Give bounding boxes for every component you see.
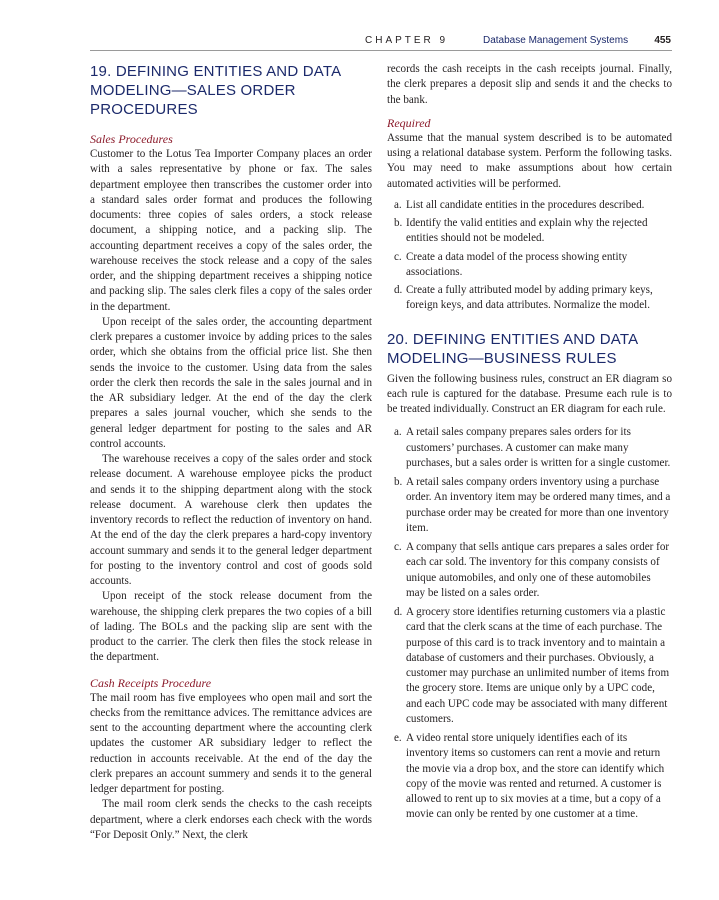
rule-item — [387, 731, 672, 823]
sales-para-1: Customer to the Lotus Tea Importer Company places an order with a sales representative by phone or fax. The sales department employee then transcribes the customer order into a standard sales order format and produces the following documents: three copies of sales orders, a stock release document, a shipping notice, and a packing slip. The accounting department receives a copy of the sales order, the warehouse receives the stock release and a copy of the sales order, and the shipping department receives a shipping notice and packing slip. The sales clerk files a copy of the sales order in the department. — [90, 148, 372, 313]
problem-20-heading: 20. DEFINING ENTITIES AND DATA MODELING—BUSINESS RULES — [387, 330, 638, 367]
task-item — [387, 283, 672, 314]
sales-para-3: The warehouse receives a copy of the sales order and stock release document. A warehouse employee picks the product and sends it to the shipping department along with the stock release document. A warehouse clerk then updates the inventory records to reflect the reduction of inventory on hand. At the end of the day the clerk prepares a hard-copy inventory account summary and sends it to the general ledger department for posting to the inventory control and cost of goods sold accounts. — [90, 453, 372, 587]
sales-procedures-subheading: Sales Procedures — [90, 132, 173, 146]
left-column — [90, 62, 372, 843]
problem-20-intro: Given the following business rules, construct an ER diagram so each rule is captured for the database. Presume each rule is to be treated individually. Construct an ER diagram for each rule. — [387, 372, 672, 415]
sales-para-4: Upon receipt of the stock release document from the warehouse, the shipping clerk prepares the two copies of a bill of lading. The BOLs and the packing slip are sent with the product to the carrier. The clerk then files the stock release in the department. — [90, 590, 372, 664]
task-label: a. — [394, 198, 402, 211]
task-label: d. — [394, 284, 403, 296]
required-text: Assume that the manual system described is to be automated using a relational database system. Perform the following tasks. You may need to make assumptions about how certain automated activities will be performed. — [387, 131, 672, 190]
cash-para-continued: records the cash receipts in the cash receipts journal. Finally, the clerk prepares a deposit slip and sends it and the checks to the bank. — [387, 63, 672, 106]
rule-item — [387, 605, 672, 727]
rule-item — [387, 425, 672, 471]
task-label: b. — [394, 217, 403, 229]
rule-label: c. — [394, 541, 402, 553]
task-text: Identify the valid entities and explain why the rejected entities should not be modeled. — [406, 217, 648, 245]
right-column — [387, 62, 672, 823]
required-subheading: Required — [387, 115, 431, 130]
rule-label: a. — [394, 426, 402, 439]
task-label: c. — [394, 250, 402, 263]
rule-item — [387, 475, 672, 536]
task-text: Create a fully attributed model by adding primary keys, foreign keys, and data attributes. Normalize the model. — [406, 284, 653, 312]
running-title: Database Management Systems — [483, 35, 629, 46]
rule-text: A grocery store identifies returning customers via a plastic card that the clerk scans at the time of each purchase. The purpose of this card is to track inventory and to maintain a database of customers and their purchases. Obviously, a customer may purchase an unlimited number of items from the grocery store. Items are unique only by a UPC code, and each UPC code may be associated with many different customers. — [406, 606, 670, 725]
chapter-label: CHAPTER 9 — [365, 35, 449, 46]
task-item — [387, 250, 672, 281]
task-item — [387, 216, 672, 247]
rule-text: A company that sells antique cars prepares a sales order for each car sold. The inventory for this company consists of unique automobiles, and only one of these automobiles may be listed on a sales order. — [406, 541, 670, 599]
page-header — [365, 34, 671, 48]
cash-para-1: The mail room has five employees who open mail and sort the checks from the remittance advices. The remittance advices are sent to the accounting department where the accounting clerk updates the customer AR subsidiary ledger to reflect the reduction in accounts receivable. At the end of the day the clerk prepares an account summery and sends it to the general ledger department for posting. — [90, 691, 372, 795]
sales-para-2: Upon receipt of the sales order, the accounting department clerk prepares a customer invoice by adding prices to the sales order, which she obtains from the official price list. She then sends the invoice to the customer. Using data from the sales order the clerk then records the sale in the sales journal and in the AR subsidiary ledger. At the end of the day the clerk prepares a sales journal voucher, which she sends to the general ledger department for posting to the sales and AR control accounts. — [90, 315, 372, 450]
problem-19-heading: 19. DEFINING ENTITIES AND DATA MODELING—SALES ORDER PROCEDURES — [90, 63, 341, 118]
header-rule — [90, 50, 672, 51]
rule-text: A retail sales company prepares sales orders for its customers’ purchases. A customer can make many purchases, but a sales order is written for a single customer. — [406, 426, 671, 469]
cash-para-2: The mail room clerk sends the checks to the cash receipts department, where a clerk endorses each check with the words “For Deposit Only.” Next, the clerk — [90, 798, 372, 841]
rule-text: A retail sales company orders inventory using a purchase order. An inventory item may be ordered many times, and a purchase order may be created for more than one inventory item. — [406, 476, 671, 534]
page-number: 455 — [654, 35, 671, 46]
rule-label: d. — [394, 606, 403, 618]
task-item — [387, 198, 672, 213]
task-text: Create a data model of the process showing entity associations. — [406, 250, 628, 278]
rule-item — [387, 540, 672, 601]
rule-text: A video rental store uniquely identifies each of its inventory items so customers can rent a movie and return the movie via a drop box, and the store can identify which copy of the movie was rented and returned. A customer is allowed to rent up to six movies at a time, but a copy of a movie can only be rented by one customer at a time. — [406, 732, 665, 821]
cash-receipts-subheading: Cash Receipts Procedure — [90, 675, 212, 690]
rule-label: b. — [394, 476, 403, 488]
task-text: List all candidate entities in the procedures described. — [406, 198, 645, 211]
rule-label: e. — [394, 732, 402, 744]
